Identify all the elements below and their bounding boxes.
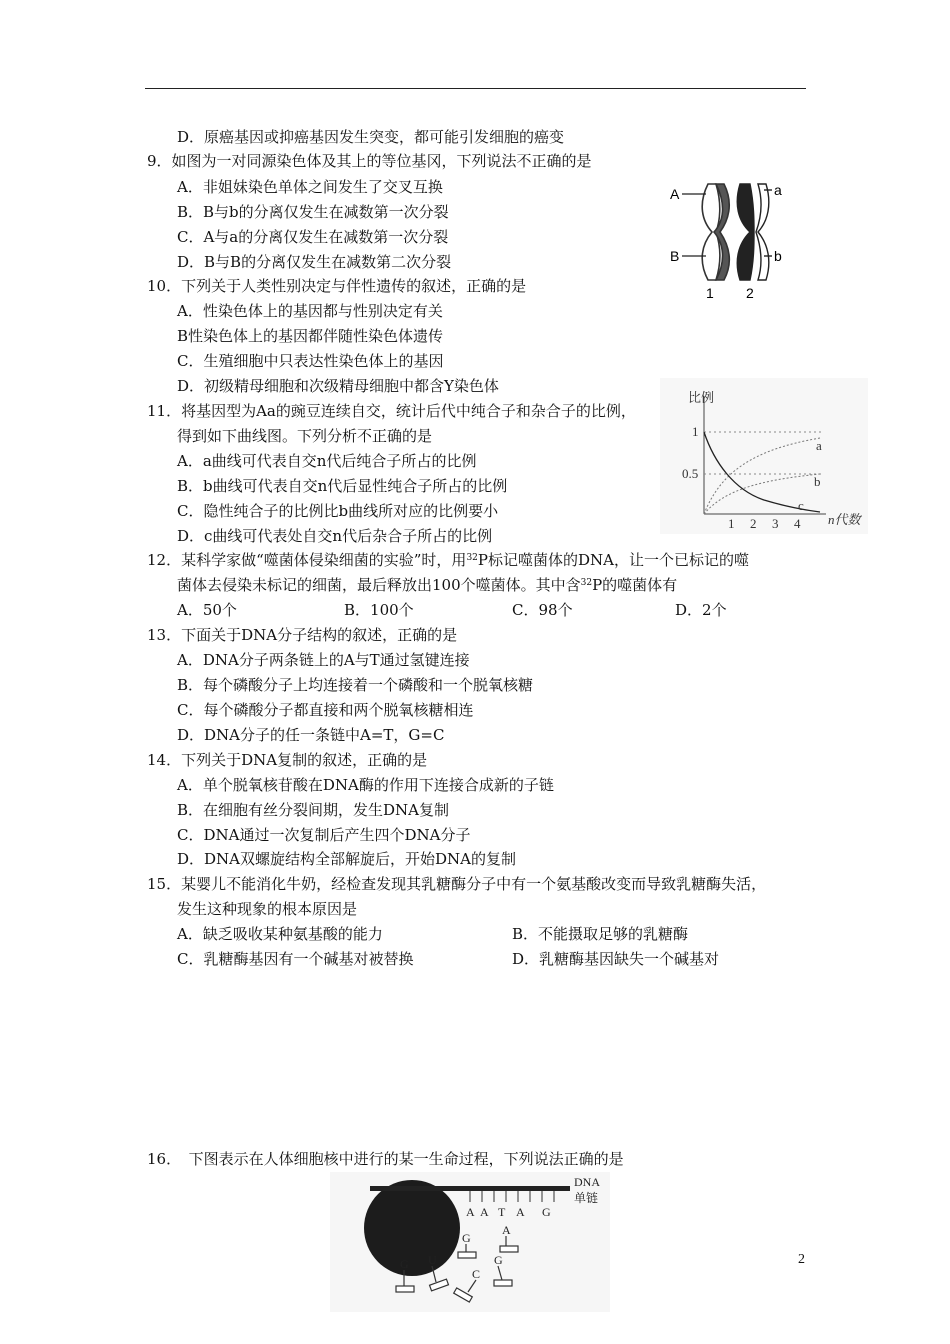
q12-option-c: C．98个 [512, 601, 573, 619]
page-number: 2 [798, 1252, 805, 1267]
q12-option-b: B．100个 [344, 601, 414, 619]
rna-polymerase [364, 1180, 460, 1276]
q10-option-d: D．初级精母细胞和次级精母细胞中都含Y染色体 [177, 377, 499, 395]
q9-option-b: B．B与b的分离仅发生在减数第一次分裂 [177, 203, 449, 221]
q15-option-b: B．不能摄取足够的乳糖酶 [512, 925, 689, 943]
x-tick-2: 2 [750, 516, 757, 531]
q15-option-d: D．乳糖酶基因缺失一个碱基对 [512, 950, 720, 968]
dna-base-1: A [466, 1205, 475, 1219]
header-rule [145, 88, 806, 89]
curve-a-label: a [816, 438, 822, 453]
y-tick-half: 0.5 [682, 466, 699, 481]
q13-stem: 13．下面关于DNA分子结构的叙述，正确的是 [147, 626, 458, 644]
q14-option-d: D．DNA双螺旋结构全部解旋后，开始DNA的复制 [177, 850, 516, 868]
q10-option-c: C．生殖细胞中只表达性染色体上的基因 [177, 352, 444, 370]
q13-option-d: D．DNA分子的任一条链中A=T，G=C [177, 726, 445, 744]
q9-option-a: A．非姐妹染色单体之间发生了交叉互换 [177, 178, 443, 196]
chromosome-1-label: 1 [706, 285, 714, 300]
y-tick-1: 1 [692, 424, 699, 439]
dna-base-4: A [516, 1205, 525, 1219]
rna-base-C: C [472, 1267, 481, 1281]
q14-option-c: C．DNA通过一次复制后产生四个DNA分子 [177, 826, 471, 844]
rna-base-G: G [400, 1257, 409, 1271]
ratio-curve-figure [660, 378, 868, 534]
dna-base-5: G [542, 1205, 551, 1219]
chromosome-1 [702, 184, 729, 280]
q11-stem-line2: 得到如下曲线图。下列分析不正确的是 [177, 427, 433, 445]
transcription-figure [330, 1172, 610, 1312]
q11-stem: 11．将基因型为Aa的豌豆连续自交，统计后代中纯合子和杂合子的比例， [147, 402, 636, 420]
q14-option-b: B．在细胞有丝分裂间期，发生DNA复制 [177, 801, 450, 819]
single-strand-label: 单链 [574, 1191, 599, 1205]
curve-c-label: c [798, 498, 804, 513]
q14-stem: 14．下列关于DNA复制的叙述，正确的是 [147, 751, 428, 769]
allele-b-label: b [774, 248, 782, 264]
free-nucleotide-G: G [462, 1231, 471, 1245]
q13-option-a: A．DNA分子两条链上的A与T通过氢键连接 [177, 651, 470, 669]
dna-label: DNA [574, 1175, 600, 1189]
q9-stem: 9．如图为一对同源染色体及其上的等位基冈，下列说法不正确的是 [147, 152, 592, 170]
q15-option-c: C．乳糖酶基因有一个碱基对被替换 [177, 950, 414, 968]
q9-option-d: D．B与B的分离仅发生在减数第二次分裂 [177, 253, 452, 271]
q10-option-a: A．性染色体上的基因都与性别决定有关 [177, 302, 443, 320]
q15-stem-line2: 发生这种现象的根本原因是 [177, 900, 358, 918]
q12-option-d: D．2个 [675, 601, 727, 619]
q10-option-b: B性染色体上的基因都伴随性染色体遗传 [177, 327, 444, 345]
q11-option-d: D．c曲线可代表处自交n代后杂合子所占的比例 [177, 527, 493, 545]
x-tick-4: 4 [794, 516, 801, 531]
rna-base-U: U [428, 1253, 437, 1267]
chromosome-figure [668, 176, 794, 300]
q10-stem: 10．下列关于人类性别决定与伴性遗传的叙述，正确的是 [147, 277, 527, 295]
rna-base-G2: G [494, 1253, 503, 1267]
chromosome-2-label: 2 [746, 285, 754, 300]
q13-option-b: B．每个磷酸分子上均连接着一个磷酸和一个脱氧核糖 [177, 676, 534, 694]
x-tick-3: 3 [772, 516, 779, 531]
allele-B-label: B [670, 248, 680, 264]
dna-base-2: A [480, 1205, 489, 1219]
q13-option-c: C．每个磷酸分子都直接和两个脱氧核糖相连 [177, 701, 474, 719]
q9-option-c: C．A与a的分离仅发生在减数第一次分裂 [177, 228, 449, 246]
q12-option-a: A．50个 [177, 601, 237, 619]
y-axis-label-1: 比例 [688, 390, 715, 405]
free-nucleotide-A: A [502, 1223, 511, 1237]
q11-option-b: B．b曲线可代表自交n代后显性纯合子所占的比例 [177, 477, 508, 495]
allele-a-label: a [774, 182, 782, 198]
q15-option-a: A．缺乏吸收某种氨基酸的能力 [177, 925, 383, 943]
curve-b-label: b [814, 474, 821, 489]
q14-option-a: A．单个脱氧核苷酸在DNA酶的作用下连接合成新的子链 [177, 776, 554, 794]
q11-option-c: C．隐性纯合子的比例比b曲线所对应的比例要小 [177, 502, 499, 520]
dna-strand-bar [370, 1186, 570, 1191]
chromosome-2 [737, 184, 769, 280]
q8-option-d: D．原癌基因或抑癌基因发生突变，都可能引发细胞的癌变 [177, 128, 565, 146]
x-axis-label: n代数 [828, 512, 861, 527]
q12-stem: 12．某科学家做“噬菌体侵染细菌的实验”时，用$^{32}$P标记噬菌体的DNA，让一个已标记的噬 [147, 551, 749, 569]
dna-base-3: T [498, 1205, 506, 1219]
q11-option-a: A．a曲线可代表自交n代后纯合子所占的比例 [177, 452, 477, 470]
allele-A-label: A [670, 186, 680, 202]
q12-stem-line2: 菌体去侵染未标记的细菌，最后释放出100个噬菌体。其中含$^{32}$P的噬菌体有 [177, 576, 678, 594]
q16-stem: 16． 下图表示在人体细胞核中进行的某一生命过程，下列说法正确的是 [147, 1150, 624, 1168]
q15-stem: 15．某婴儿不能消化牛奶，经检查发现其乳糖酶分子中有一个氨基酸改变而导致乳糖酶失活， [147, 875, 767, 893]
x-tick-1: 1 [728, 516, 735, 531]
